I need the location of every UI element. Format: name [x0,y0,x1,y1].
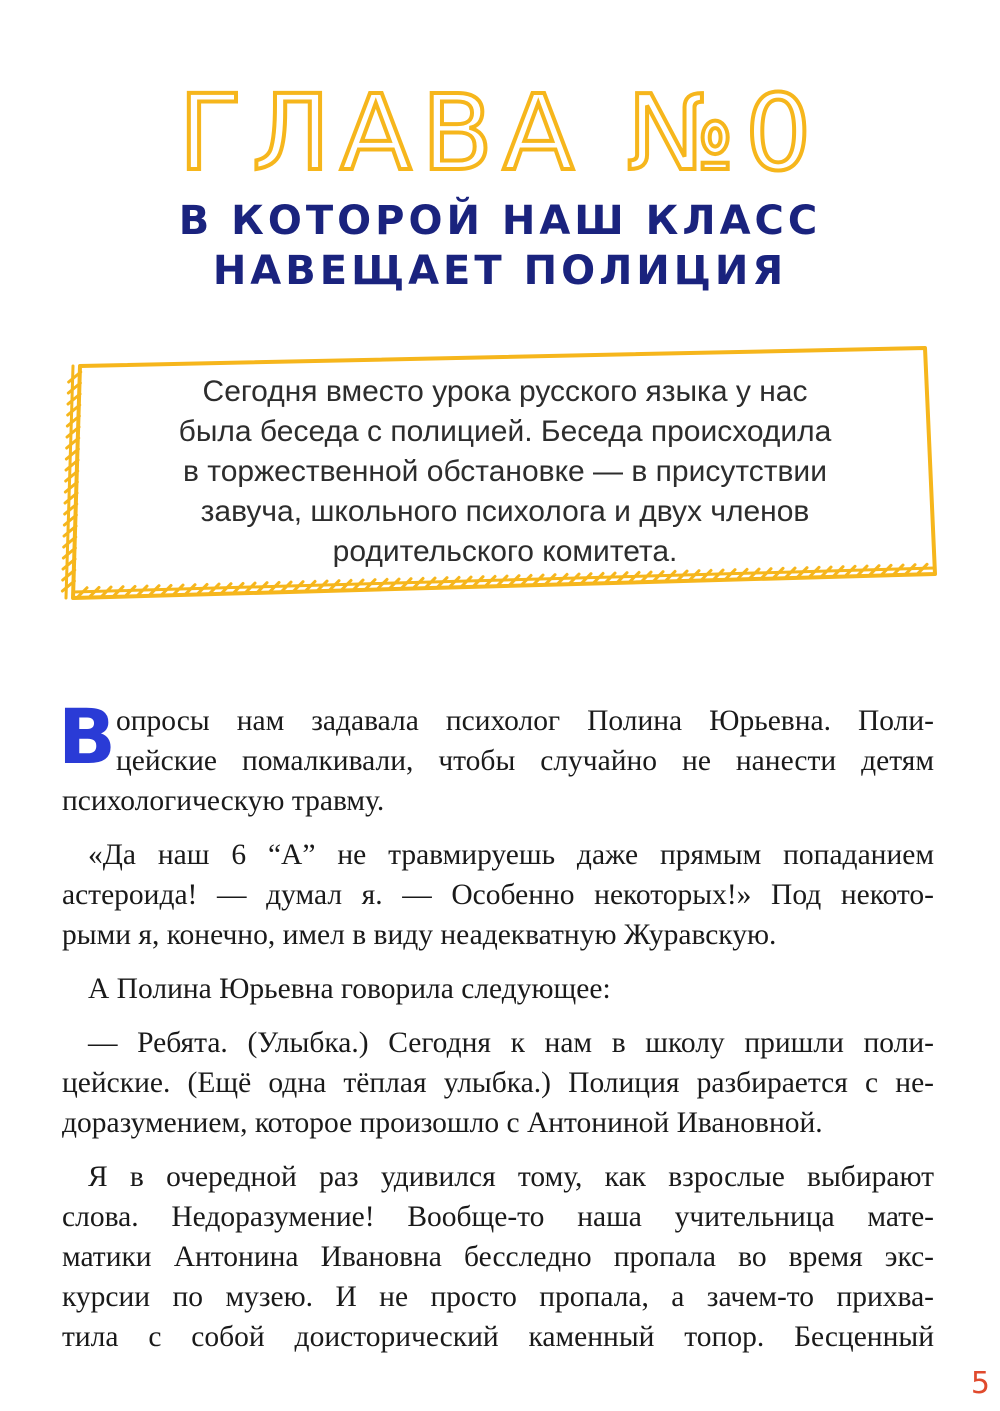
intro-line-4: завуча, школьного психолога и двух членов [200,495,810,528]
paragraph-2 [62,835,934,955]
text-line: психологическую травму. [62,785,385,817]
intro-line-1: Сегодня вместо урока русского языка у нас [202,375,808,408]
chapter-title: ГЛАВА №0 [178,72,822,194]
paragraph-3 [62,969,934,1009]
text-line: астероида! — думал я. — Особенно некоторых!» Под некото- [62,879,934,911]
intro-line-3: в торжественной обстановке — в присутствии [183,455,827,488]
chapter-subtitle-line-1: В КОТОРОЙ НАШ КЛАСС [178,198,822,244]
chapter-subtitle-line-2: НАВЕЩАЕТ ПОЛИЦИЯ [212,248,788,294]
text-line: рыми я, конечно, имел в виду неадекватную Журавскую. [62,919,777,951]
paragraph-4 [62,1023,934,1143]
intro-line-2: была беседа с полицией. Беседа происходила [178,415,832,448]
text-line: курсии по музею. И не просто пропала, а зачем-то прихва- [62,1281,934,1313]
text-line: тила с собой доисторический каменный топор. Бесценный [62,1321,934,1353]
chapter-intro [120,372,890,572]
text-line: матики Антонина Ивановна бесследно пропала во время экс- [62,1241,934,1273]
text-line: доразумением, которое произошло с Антониной Ивановной. [62,1107,823,1139]
text-line: «Да наш 6 “А” не травмируешь даже прямым попаданием [88,839,934,871]
drop-cap: В [58,692,116,781]
text-line: слова. Недоразумение! Вообще-то наша учительница мате- [62,1201,934,1233]
text-line: А Полина Юрьевна говорила следующее: [88,973,611,1005]
paragraph-5 [62,1157,934,1357]
text-line: цейские помалкивали, чтобы случайно не нанести детям [116,745,934,777]
text-line: опросы нам задавала психолог Полина Юрьевна. Поли- [116,705,934,737]
body-text [58,692,934,1371]
text-line: Я в очередной раз удивился тому, как взрослые выбирают [88,1161,934,1193]
intro-line-5: родительского комитета. [332,535,678,568]
text-line: цейские. (Ещё одна тёплая улыбка.) Полиция разбирается с не- [62,1067,934,1099]
page-number: 5 [970,1366,990,1401]
text-line: — Ребята. (Улыбка.) Сегодня к нам в школу пришли поли- [88,1027,934,1059]
paragraph-1 [58,692,934,821]
